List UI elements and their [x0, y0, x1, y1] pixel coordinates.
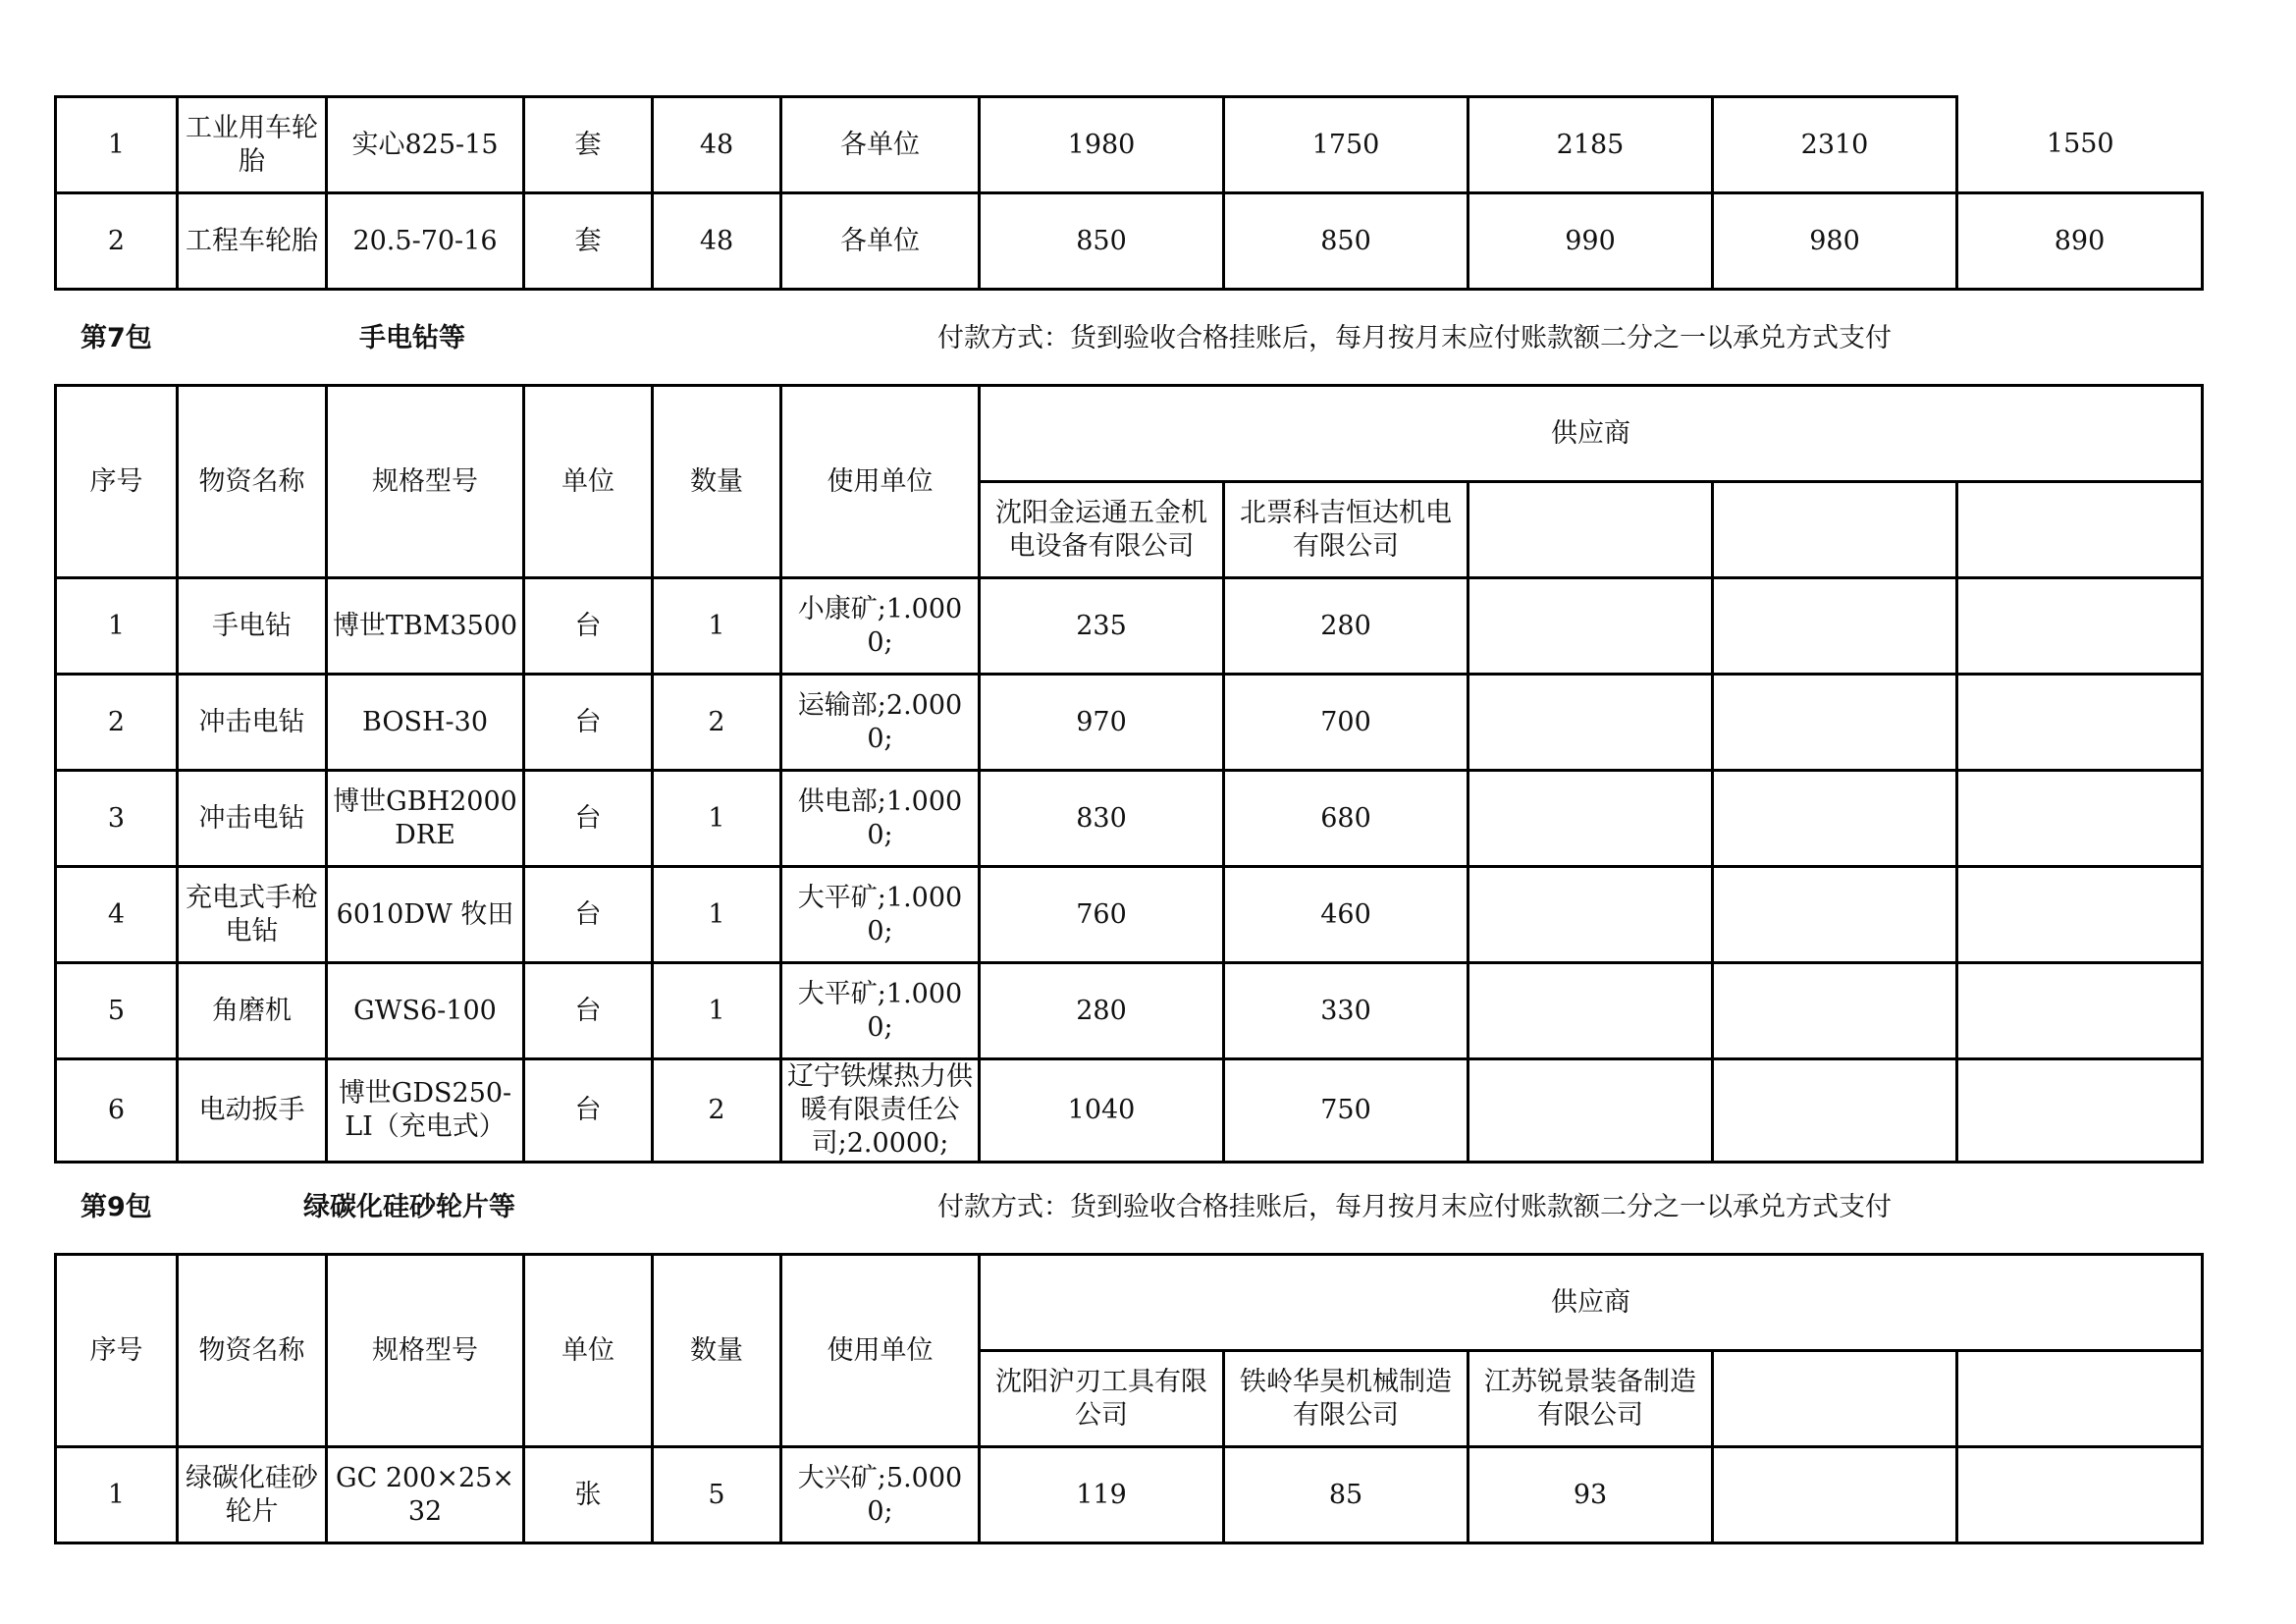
- supplier-name: 铁岭华昊机械制造有限公司: [1224, 1351, 1468, 1447]
- table-row: [56, 1447, 2203, 1543]
- supplier-name: 沈阳金运通五金机电设备有限公司: [980, 482, 1224, 578]
- unit-cell: 张: [524, 1447, 653, 1543]
- seq-cell: 2: [56, 675, 178, 771]
- price-cell: [1957, 963, 2203, 1059]
- name-cell: 手电钻: [178, 578, 327, 675]
- spec-cell: BOSH-30: [327, 675, 524, 771]
- price-cell: 760: [980, 867, 1224, 963]
- price-cell: [1468, 1059, 1713, 1163]
- header-name: 物资名称: [178, 1255, 327, 1447]
- usage-cell: 大兴矿;5.0000;: [781, 1447, 980, 1543]
- supplier-name: [1468, 482, 1713, 578]
- seq-cell: 1: [56, 578, 178, 675]
- unit-cell: 台: [524, 675, 653, 771]
- price-cell: [1468, 963, 1713, 1059]
- table-row: [56, 193, 2203, 290]
- price-cell: 680: [1224, 771, 1468, 867]
- qty-cell: 5: [653, 1447, 781, 1543]
- usage-cell: 小康矿;1.0000;: [781, 578, 980, 675]
- unit-cell: 台: [524, 963, 653, 1059]
- qty-cell: 2: [653, 675, 781, 771]
- seq-cell: 5: [56, 963, 178, 1059]
- supplier-name: [1713, 482, 1957, 578]
- name-cell: 工业用车轮胎: [178, 97, 327, 193]
- table-row: [56, 578, 2203, 675]
- name-cell: 绿碳化硅砂轮片: [178, 1447, 327, 1543]
- table-row: [56, 97, 2203, 193]
- header-qty: 数量: [653, 386, 781, 578]
- unit-cell: 台: [524, 578, 653, 675]
- price-cell: 990: [1468, 193, 1713, 290]
- qty-cell: 1: [653, 771, 781, 867]
- package9-payment-terms: 付款方式：货到验收合格挂账后，每月按月末应付账款额二分之一以承兑方式支付: [937, 1192, 1892, 1222]
- price-cell: 330: [1224, 963, 1468, 1059]
- price-cell: 85: [1224, 1447, 1468, 1543]
- price-cell: 2310: [1713, 97, 1957, 193]
- price-cell: [1468, 578, 1713, 675]
- price-cell: 1980: [980, 97, 1224, 193]
- price-cell: 850: [980, 193, 1224, 290]
- supplier-name: 沈阳沪刃工具有限公司: [980, 1351, 1224, 1447]
- price-cell: 1040: [980, 1059, 1224, 1163]
- qty-cell: 1: [653, 963, 781, 1059]
- usage-cell: 大平矿;1.0000;: [781, 867, 980, 963]
- supplier-name: 北票科吉恒达机电有限公司: [1224, 482, 1468, 578]
- supplier-name: [1957, 1351, 2203, 1447]
- price-cell: 460: [1224, 867, 1468, 963]
- price-cell: 980: [1713, 193, 1957, 290]
- package7-title: 手电钻等: [359, 323, 465, 353]
- qty-cell: 48: [653, 97, 781, 193]
- usage-cell: 辽宁铁煤热力供暖有限责任公司;2.0000;: [781, 1059, 980, 1163]
- table-row: [56, 675, 2203, 771]
- spec-cell: 20.5-70-16: [327, 193, 524, 290]
- usage-cell: 运输部;2.0000;: [781, 675, 980, 771]
- usage-cell: 各单位: [781, 193, 980, 290]
- header-row: [56, 1255, 2203, 1351]
- header-supplier: 供应商: [980, 386, 2203, 482]
- header-usage: 使用单位: [781, 386, 980, 578]
- price-cell: [1713, 1059, 1957, 1163]
- qty-cell: 48: [653, 193, 781, 290]
- price-cell: 93: [1468, 1447, 1713, 1543]
- price-cell: 1550: [1957, 97, 2203, 193]
- header-supplier: 供应商: [980, 1255, 2203, 1351]
- header-name: 物资名称: [178, 386, 327, 578]
- qty-cell: 1: [653, 867, 781, 963]
- header-seq: 序号: [56, 1255, 178, 1447]
- seq-cell: 3: [56, 771, 178, 867]
- price-cell: 850: [1224, 193, 1468, 290]
- seq-cell: 2: [56, 193, 178, 290]
- price-cell: [1957, 578, 2203, 675]
- name-cell: 角磨机: [178, 963, 327, 1059]
- table-row: [56, 1059, 2203, 1163]
- package7-payment-terms: 付款方式：货到验收合格挂账后，每月按月末应付账款额二分之一以承兑方式支付: [937, 323, 1892, 353]
- price-cell: [1468, 867, 1713, 963]
- price-cell: 235: [980, 578, 1224, 675]
- unit-cell: 套: [524, 97, 653, 193]
- header-spec: 规格型号: [327, 1255, 524, 1447]
- spec-cell: 博世GBH2000DRE: [327, 771, 524, 867]
- price-cell: [1957, 867, 2203, 963]
- name-cell: 电动扳手: [178, 1059, 327, 1163]
- usage-cell: 大平矿;1.0000;: [781, 963, 980, 1059]
- price-cell: [1468, 675, 1713, 771]
- price-cell: 280: [980, 963, 1224, 1059]
- header-qty: 数量: [653, 1255, 781, 1447]
- price-cell: [1957, 1059, 2203, 1163]
- package9-label: 第9包: [80, 1192, 152, 1222]
- header-unit: 单位: [524, 1255, 653, 1447]
- package7-table: [54, 384, 2204, 1164]
- name-cell: 冲击电钻: [178, 771, 327, 867]
- price-cell: 1750: [1224, 97, 1468, 193]
- unit-cell: 台: [524, 1059, 653, 1163]
- price-cell: 970: [980, 675, 1224, 771]
- price-cell: [1713, 771, 1957, 867]
- price-cell: [1957, 675, 2203, 771]
- spec-cell: 实心825-15: [327, 97, 524, 193]
- name-cell: 工程车轮胎: [178, 193, 327, 290]
- price-cell: [1468, 771, 1713, 867]
- qty-cell: 1: [653, 578, 781, 675]
- price-cell: [1713, 867, 1957, 963]
- header-row: [56, 386, 2203, 482]
- price-cell: 2185: [1468, 97, 1713, 193]
- top-price-table: [54, 95, 2204, 291]
- package7-label: 第7包: [80, 323, 152, 353]
- seq-cell: 6: [56, 1059, 178, 1163]
- price-cell: 700: [1224, 675, 1468, 771]
- header-seq: 序号: [56, 386, 178, 578]
- spec-cell: 博世TBM3500: [327, 578, 524, 675]
- price-cell: 830: [980, 771, 1224, 867]
- price-cell: [1713, 963, 1957, 1059]
- table-row: [56, 963, 2203, 1059]
- supplier-name: 江苏锐景装备制造有限公司: [1468, 1351, 1713, 1447]
- header-unit: 单位: [524, 386, 653, 578]
- supplier-name: [1957, 482, 2203, 578]
- price-cell: 750: [1224, 1059, 1468, 1163]
- package9-title: 绿碳化硅砂轮片等: [303, 1192, 515, 1222]
- seq-cell: 1: [56, 97, 178, 193]
- unit-cell: 套: [524, 193, 653, 290]
- header-spec: 规格型号: [327, 386, 524, 578]
- spec-cell: GWS6-100: [327, 963, 524, 1059]
- price-cell: 890: [1957, 193, 2203, 290]
- price-cell: [1713, 1447, 1957, 1543]
- spec-cell: 博世GDS250-LI（充电式）: [327, 1059, 524, 1163]
- price-cell: [1713, 675, 1957, 771]
- qty-cell: 2: [653, 1059, 781, 1163]
- spec-cell: 6010DW 牧田: [327, 867, 524, 963]
- unit-cell: 台: [524, 771, 653, 867]
- name-cell: 冲击电钻: [178, 675, 327, 771]
- table-row: [56, 867, 2203, 963]
- price-cell: [1957, 771, 2203, 867]
- usage-cell: 供电部;1.0000;: [781, 771, 980, 867]
- name-cell: 充电式手枪电钻: [178, 867, 327, 963]
- unit-cell: 台: [524, 867, 653, 963]
- supplier-name: [1713, 1351, 1957, 1447]
- table-row: [56, 771, 2203, 867]
- price-cell: [1957, 1447, 2203, 1543]
- price-cell: 280: [1224, 578, 1468, 675]
- spec-cell: GC 200×25×32: [327, 1447, 524, 1543]
- seq-cell: 4: [56, 867, 178, 963]
- seq-cell: 1: [56, 1447, 178, 1543]
- header-usage: 使用单位: [781, 1255, 980, 1447]
- usage-cell: 各单位: [781, 97, 980, 193]
- package9-table: [54, 1253, 2204, 1544]
- price-cell: 119: [980, 1447, 1224, 1543]
- price-cell: [1713, 578, 1957, 675]
